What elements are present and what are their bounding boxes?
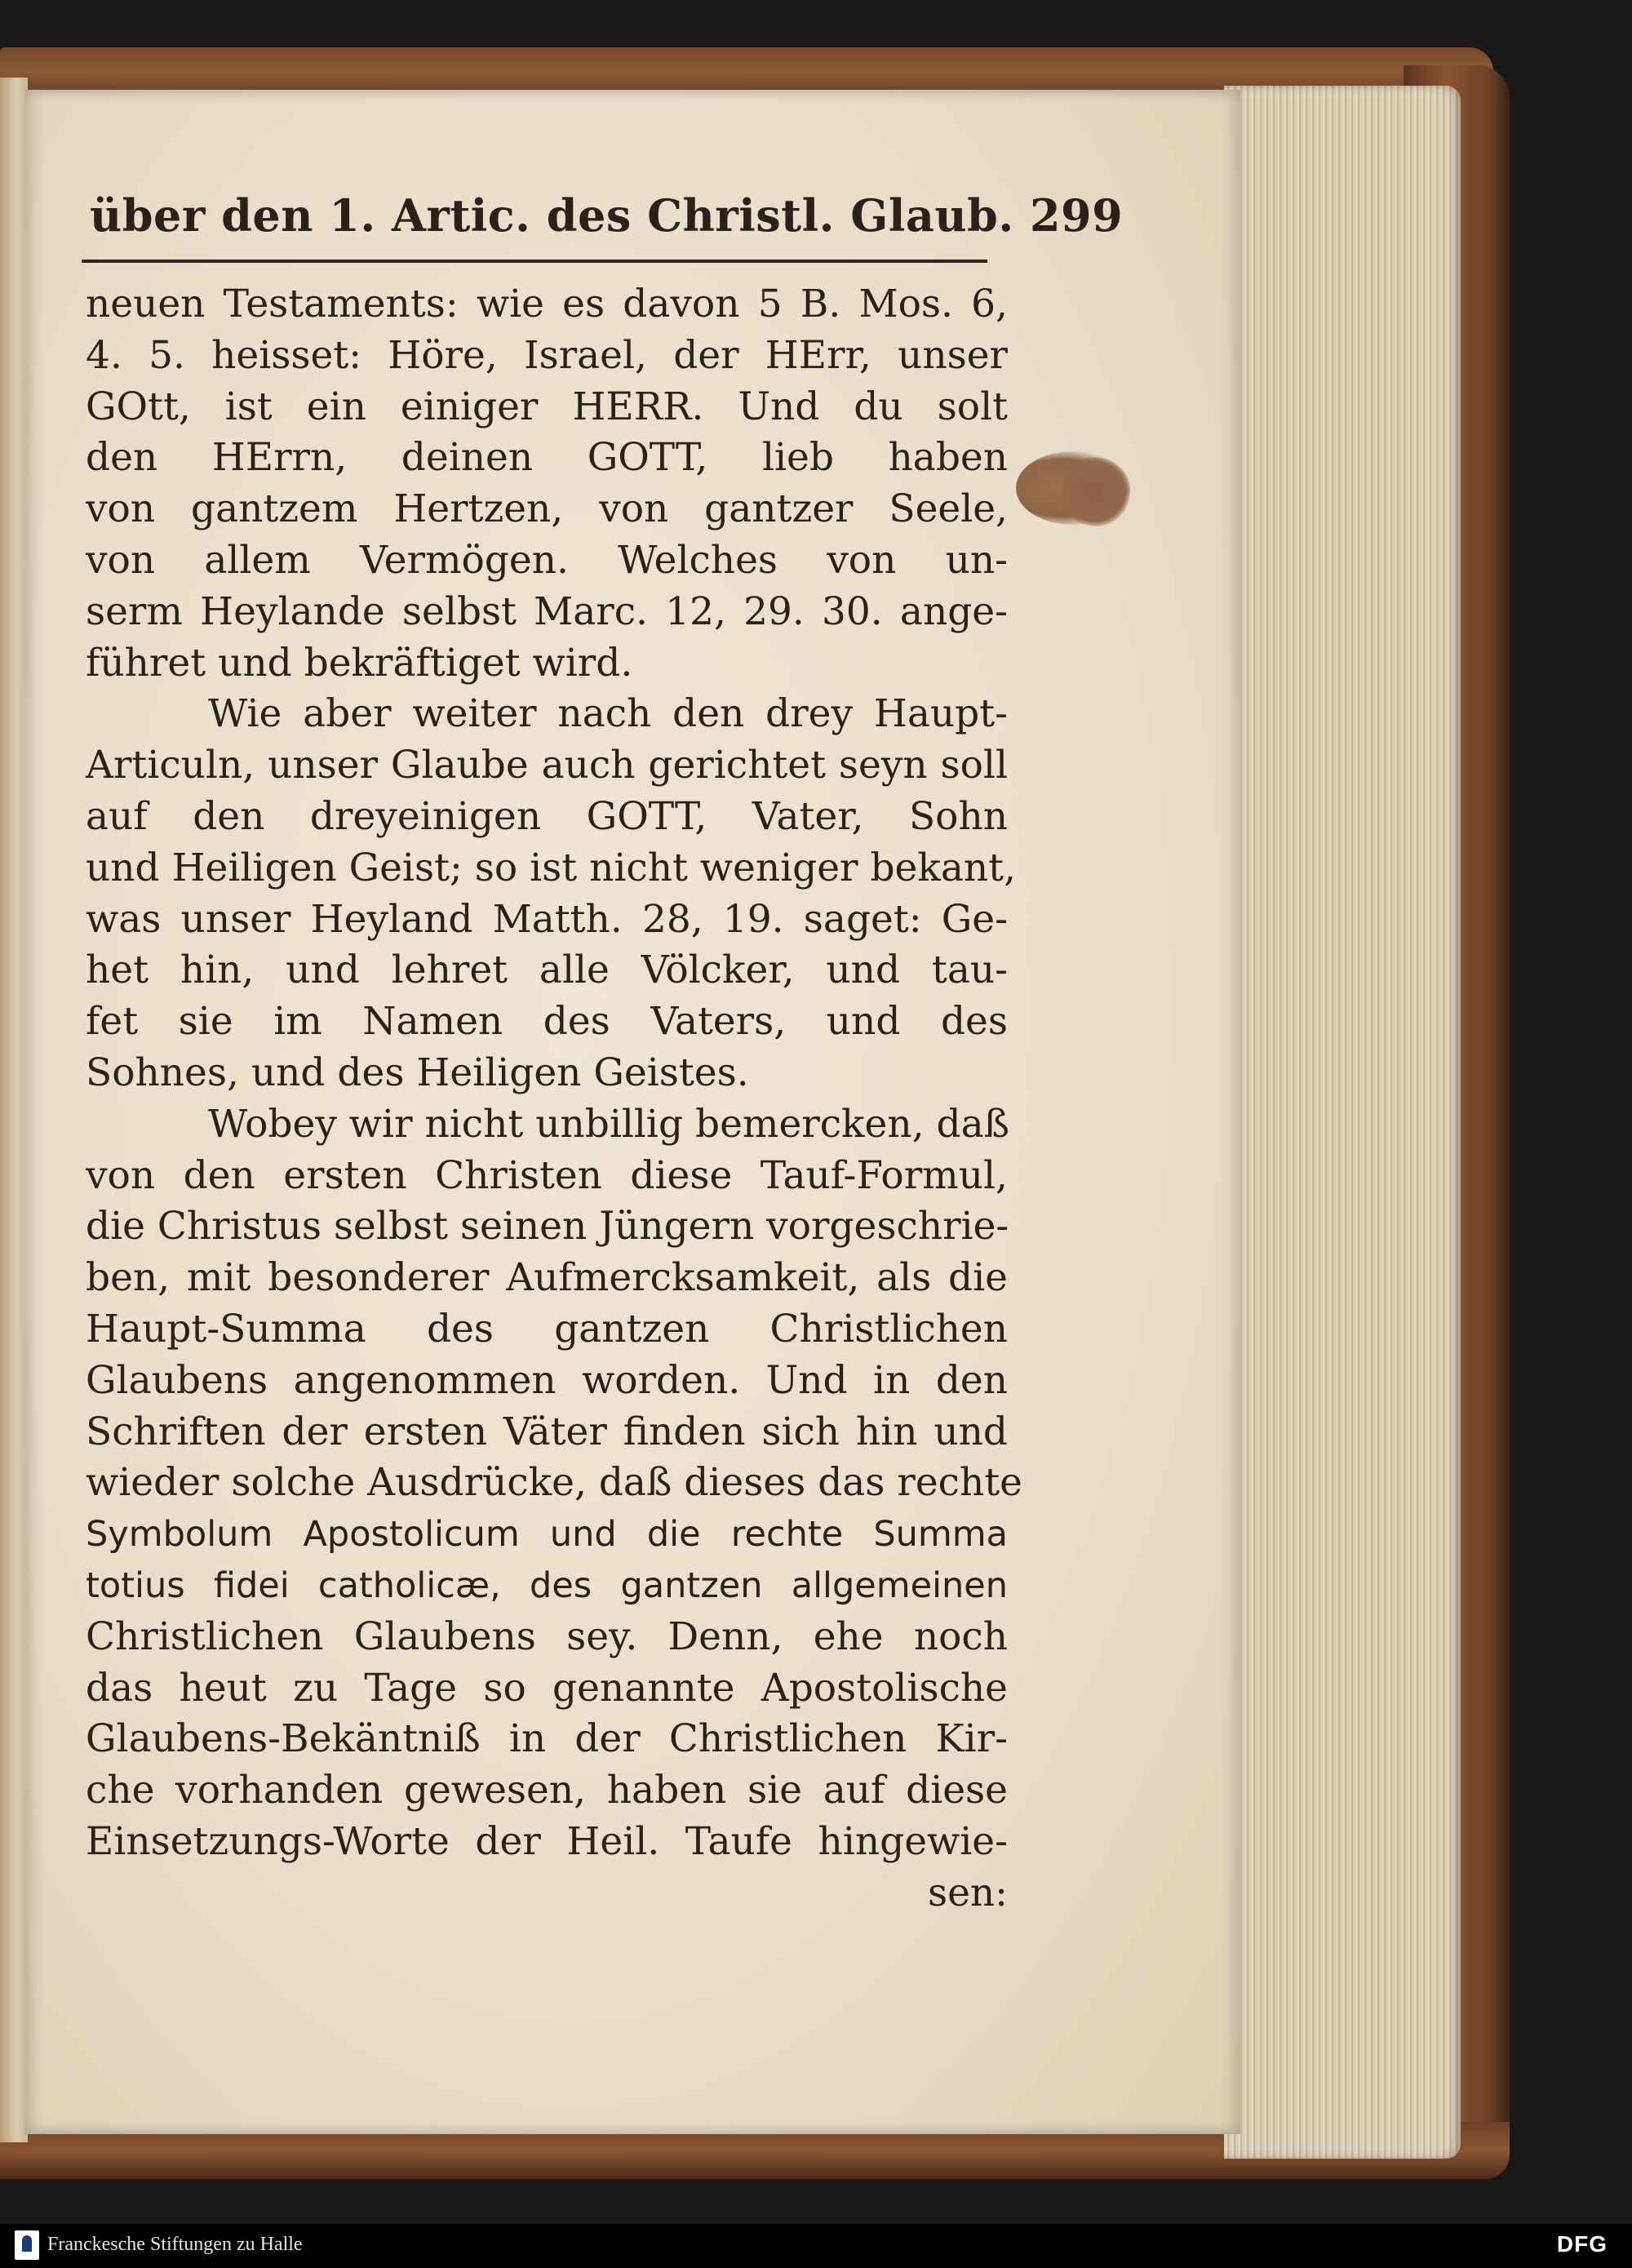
page-body-text [86,279,1022,1920]
text-line: het hin, und lehret alle Völcker, und tau- [86,948,1008,993]
institution-name: Franckesche Stiftungen zu Halle [47,2234,303,2255]
text-line: von gantzem Hertzen, von gantzer Seele, [86,486,1008,532]
text-line: und Heiligen Geist; so ist nicht weniger bekant, [86,845,1016,890]
text-line: 4. 5. heisset: Höre, Israel, der HErr, unser [86,332,1008,378]
text-line: von den ersten Christen diese Tauf-Formul, [86,1152,1008,1198]
text-line: Sohnes, und des Heiligen Geistes. [86,1050,749,1095]
text-line: GOtt, ist ein einiger HERR. Und du solt [86,384,1008,429]
text-line: führet und bekräftiget wird. [86,640,633,686]
page-edges [1224,86,1461,2159]
text-line: Symbolum Apostolicum und die rechte Summa [86,1514,1008,1556]
catchword: sen: [927,1870,1008,1915]
text-line: auf den dreyeinigen GOTT, Vater, Sohn [86,793,1008,839]
institution-logo-icon [15,2230,39,2260]
header-rule [82,260,987,263]
text-line: Einsetzungs-Worte der Heil. Taufe hingewie- [86,1818,1008,1864]
facing-page-edge [0,78,28,2142]
text-line: wieder solche Ausdrücke, daß dieses das rechte [86,1460,1022,1506]
text-line: fet sie im Namen des Vaters, und des [86,999,1008,1045]
text-line: totius fidei catholicæ, des gantzen allgemeinen [86,1565,1008,1606]
text-line: Haupt-Summa des gantzen Christlichen [86,1306,1008,1351]
text-line: Wobey wir nicht unbillig bemercken, daß [208,1101,1009,1147]
text-line: von allem Vermögen. Welches von un- [86,537,1008,583]
text-line: neuen Testaments: wie es davon 5 B. Mos. 6, [86,282,1008,326]
text-line: Schriften der ersten Väter finden sich hin und [86,1409,1008,1454]
text-line: Wie aber weiter nach den drey Haupt- [208,691,1008,737]
dfg-logo: DFG [1556,2231,1608,2257]
text-line: Christlichen Glaubens sey. Denn, ehe noch [86,1613,1008,1659]
text-line: Glaubens angenommen worden. Und in den [86,1357,1008,1403]
text-line: den HErrn, deinen GOTT, lieb haben [86,435,1008,481]
text-line: das heut zu Tage so genannte Apostolische [86,1665,1008,1711]
text-line: Articuln, unser Glaube auch gerichtet seyn soll [86,743,1008,788]
text-line: che vorhanden gewesen, haben sie auf diese [86,1768,1008,1813]
text-line: die Christus selbst seinen Jüngern vorgeschrie- [86,1204,1009,1249]
text-line: ben, mit besonderer Aufmercksamkeit, als die [86,1255,1008,1301]
running-header: über den 1. Artic. des Christl. Glaub. 299 [90,189,1124,242]
footer-bar [0,2224,1632,2268]
text-line: Glaubens-Bekäntniß in der Christlichen Kir- [86,1716,1008,1762]
text-line: was unser Heyland Matth. 28, 19. saget: Ge- [86,896,1008,942]
text-line: serm Heylande selbst Marc. 12, 29. 30. ange- [86,588,1008,634]
ink-stain-second [1061,457,1130,526]
